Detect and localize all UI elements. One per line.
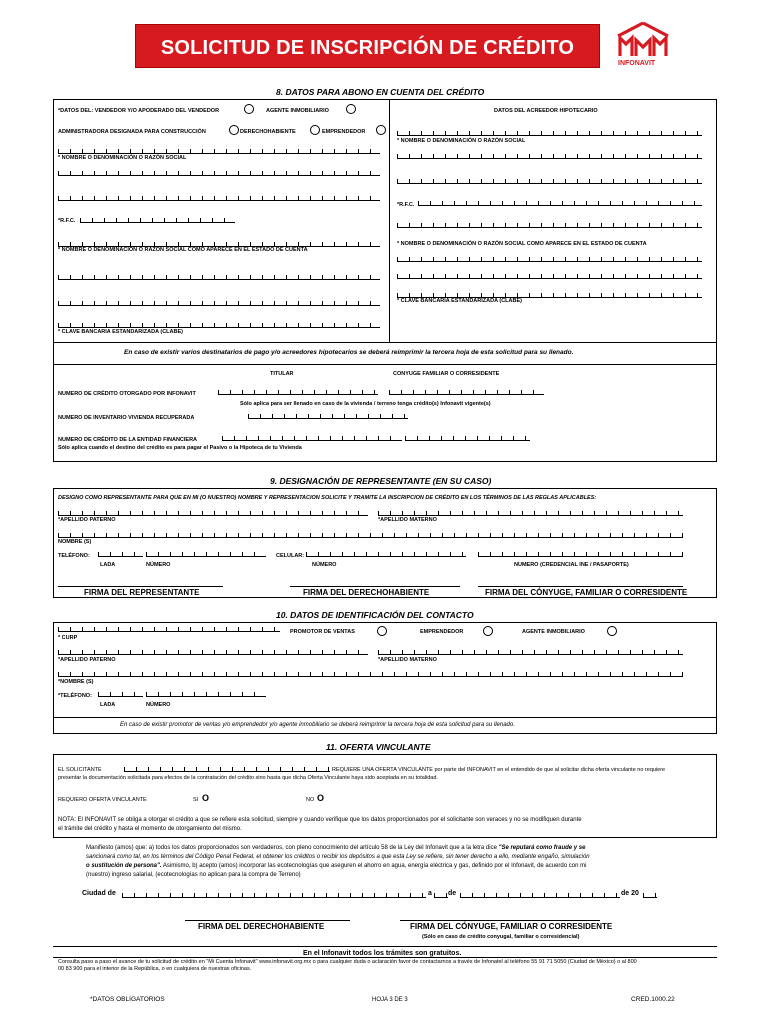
firma-der-line[interactable] — [290, 586, 460, 587]
logo-text: INFONAVIT — [618, 60, 656, 67]
c-nombre-line[interactable] — [58, 671, 683, 677]
derechohabiente-radio[interactable] — [310, 125, 320, 135]
nota1-text: NOTA: El INFONAVIT se obliga a otorgar el crédito a que se refiere esta solicitud, siempre y cuando verifique que los datos proporcionados por el solicitante son veraces y no se modifiquen durante — [58, 817, 582, 823]
agente-radio[interactable] — [346, 104, 356, 114]
acreedor-clabe-label: * CLAVE BANCARIA ESTANDARIZADA (CLABE) — [397, 298, 522, 304]
acreedor-nombre-estado-label: * NOMBRE O DENOMINACIÓN O RAZÓN SOCIAL COMO APARECE EN EL ESTADO DE CUENTA — [397, 241, 647, 247]
emprendedor-label: EMPRENDEDOR — [322, 129, 366, 135]
rep-nombre-label: NOMBRE (S) — [58, 539, 92, 545]
c-paterno-label: *APELLIDO PATERNO — [58, 657, 116, 663]
rep-lada-line[interactable] — [98, 551, 143, 557]
requiero-label: REQUIERO OFERTA VINCULANTE — [58, 797, 147, 803]
agente-label: AGENTE INMOBILIARIO — [266, 108, 329, 114]
section-8-hline-2 — [53, 364, 717, 365]
num-entidad-titular[interactable] — [222, 435, 402, 441]
datos-obligatorios: *DATOS OBLIGATORIOS — [90, 996, 165, 1003]
firma-der-final-line[interactable] — [185, 920, 350, 921]
anio-line[interactable] — [643, 892, 657, 898]
nombre-estado-label: * NOMBRE O DENOMINACIÓN O RAZÓN SOCIAL COMO APARECE EN EL ESTADO DE CUENTA — [58, 247, 308, 253]
rep-materno-label: *APELLIDO MATERNO — [378, 517, 437, 523]
infonavit-logo — [612, 20, 674, 66]
datos-del-label: *DATOS DEL: VENDEDOR Y/O APODERADO DEL VENDEDOR — [58, 108, 220, 114]
c-numero-line[interactable] — [146, 691, 266, 697]
consulta-line-2: 00 83 900 para el interior de la República, o en cualquiera de nuestras oficinas. — [58, 966, 252, 972]
solo-aplica-2: Sólo aplica cuando el destino del crédito es para pagar el Pasivo o la Hipoteca de tu Vivienda — [58, 445, 302, 451]
nombre-line-2[interactable] — [58, 170, 380, 176]
nombre-line-3[interactable] — [58, 195, 380, 201]
designo-text: DESIGNO COMO REPRESENTANTE PARA QUE EN MI (O NUESTRO) NOMBRE Y REPRESENTACION SOLICITE Y TRAMITE LA INSCRIPCION DE CRÉDITO EN LOS TÉRMINOS DE LAS REGLAS APLICABLES: — [58, 495, 597, 501]
a-label: a — [428, 890, 432, 897]
acreedor-title: DATOS DEL ACREEDOR HIPOTECARIO — [494, 108, 598, 114]
mes-line[interactable] — [460, 892, 620, 898]
rep-credencial-label: NUMERO (CREDENCIAL INE / PASAPORTE) — [514, 562, 629, 568]
firma-der-final-label: FIRMA DEL DERECHOHABIENTE — [198, 922, 325, 931]
rep-celular-label: CELULAR: — [276, 553, 305, 559]
requiere-text: REQUIERE UNA OFERTA VINCULANTE por parte del INFONAVIT en el entendido de que al solicitar dicha oferta vinculante no requiere — [332, 767, 666, 773]
titular-label: TITULAR — [270, 371, 294, 377]
hoja-label: HOJA 3 DE 3 — [372, 997, 408, 1003]
section-9-heading: 9. DESIGNACIÓN DE REPRESENTANTE (EN SU CASO) — [270, 476, 492, 486]
rep-numero2-label: NÚMERO — [312, 562, 337, 568]
manifiesto-l4: (nuestro) ingreso salarial, (ecotecnologías no aplican para la compra de Terreno) — [86, 872, 301, 878]
section-10-heading: 10. DATOS DE IDENTIFICACIÓN DEL CONTACTO — [276, 610, 474, 620]
c-materno-label: *APELLIDO MATERNO — [378, 657, 437, 663]
acreedor-nombre-line-1[interactable] — [397, 130, 702, 136]
el-solicitante-line[interactable] — [124, 766, 330, 772]
nombre-estado-line-3[interactable] — [58, 300, 380, 306]
rfc-label: *R.F.C. — [58, 218, 76, 224]
section-8-hline-1 — [53, 342, 717, 343]
presentar-text: presentar la documentación solicitada para efectos de la contratación del crédito sino hasta que dicha Oferta Vinculante haya sido aceptada en su totalidad. — [58, 775, 438, 781]
si-label: SI — [193, 797, 199, 803]
num-credito-titular[interactable] — [218, 389, 378, 395]
administradora-label: ADMINISTRADORA DESIGNADA PARA CONSTRUCCIÓN — [58, 129, 206, 135]
clabe-line[interactable] — [58, 322, 380, 328]
solo-caso-label: (Sólo en caso de crédito conyugal, familiar o corresidencial) — [422, 934, 580, 940]
manifiesto-l2: sancionará como tal, en los términos del Código Penal Federal, el obtener los créditos o recibir los depósitos a que esta Ley se refiere, sin tener derecho a ello, mediante engaño, simulación — [86, 854, 590, 860]
num-credito-label: NUMERO DE CRÉDITO OTORGADO POR INFONAVIT — [58, 391, 196, 397]
rep-telefono-label: TELÉFONO: — [58, 553, 90, 559]
footer-line-2 — [53, 957, 717, 958]
emprendedor10-label: EMPRENDEDOR — [420, 629, 464, 635]
nota-promotor: En caso de existir promotor de ventas y/o emprendedor y/o agente inmobiliario se deberá reimprimir la tercera hoja de esta solicitud para su llenado. — [120, 722, 515, 728]
num-credito-conyuge[interactable] — [389, 389, 544, 395]
num-entidad-conyuge[interactable] — [405, 435, 530, 441]
c-numero-label: NÚMERO — [146, 702, 171, 708]
c-lada-label: LADA — [100, 702, 116, 708]
solo-aplica-1: Sólo aplica para ser llenado en caso de la vivienda / terreno tenga crédito(s) Infonavit vigente(s) — [240, 401, 491, 407]
manifiesto-l3-text: Asimismo, b) acepto (amos) incorporar las ecotecnologías que aseguren el ahorro en agua, energía eléctrica y gas, definido por el Infonavit, de acuerdo con mi — [162, 863, 587, 869]
agente10-radio[interactable] — [607, 626, 617, 636]
section-10-hline — [53, 717, 717, 718]
conyuge-label: CONYUGE FAMILIAR O CORRESIDENTE — [393, 371, 500, 377]
dia-line[interactable] — [434, 892, 448, 898]
footer-line — [53, 946, 717, 947]
manifiesto-l3-quote: o sustitución de persona". — [86, 863, 162, 869]
c-nombre-label: *NOMBRE (S) — [58, 679, 94, 685]
acreedor-rfc-line-2[interactable] — [397, 222, 702, 228]
gratuitos-text: En el Infonavit todos los trámites son gratuitos. — [303, 950, 462, 957]
agente10-label: AGENTE INMOBILIARIO — [522, 629, 585, 635]
c-paterno-line[interactable] — [58, 649, 368, 655]
firma-con-line[interactable] — [478, 586, 683, 587]
administradora-radio[interactable] — [229, 125, 239, 135]
firma-con-final-label: FIRMA DEL CÓNYUGE, FAMILIAR O CORRESIDENTE — [410, 922, 613, 931]
rep-materno-line[interactable] — [378, 510, 683, 516]
nombre-label: * NOMBRE O DENOMINACIÓN O RAZÓN SOCIAL — [58, 155, 187, 161]
rep-nombre-line[interactable] — [58, 532, 683, 538]
manifiesto-l1 — [86, 845, 585, 851]
ciudad-line[interactable] — [122, 892, 426, 898]
firma-con-label: FIRMA DEL CÓNYUGE, FAMILIAR O CORRESIDENTE — [485, 588, 688, 597]
rep-celular-line[interactable] — [306, 551, 466, 557]
curp-line[interactable] — [58, 626, 280, 632]
de-label: de — [448, 890, 457, 897]
c-lada-line[interactable] — [98, 691, 143, 697]
curp-label: * CURP — [58, 635, 78, 641]
section-8-divider — [389, 99, 390, 342]
rep-numero-label: NÚMERO — [146, 562, 171, 568]
emprendedor-radio[interactable] — [376, 125, 386, 135]
acreedor-nombre-label: * NOMBRE O DENOMINACIÓN O RAZÓN SOCIAL — [397, 138, 526, 144]
acreedor-nombre-estado-line-2[interactable] — [397, 273, 702, 279]
emprendedor10-radio[interactable] — [483, 626, 493, 636]
derechohabiente-label: DERECHOHABIENTE — [240, 129, 296, 135]
acreedor-rfc-label: *R.F.C. — [397, 202, 415, 208]
acreedor-nombre-estado-line-1[interactable] — [397, 256, 702, 262]
c-materno-line[interactable] — [378, 649, 683, 655]
de20-label: de 20 — [621, 890, 639, 897]
clabe-label: * CLAVE BANCARIA ESTANDARIZADA (CLABE) — [58, 329, 183, 335]
si-option[interactable]: O — [202, 793, 210, 803]
nota2-text: el trámite del crédito y hasta el momento de otorgamiento del mismo. — [58, 826, 242, 832]
promotor-label: PROMOTOR DE VENTAS — [290, 629, 355, 635]
manifiesto-l3 — [86, 863, 586, 869]
section-11-heading: 11. OFERTA VINCULANTE — [326, 742, 431, 752]
manifiesto-l1-quote: "Se reputará como fraude y se — [498, 845, 586, 851]
title-bar — [135, 24, 600, 68]
nombre-line-1[interactable] — [58, 148, 380, 154]
num-inventario-label: NUMERO DE INVENTARIO VIVIENDA RECUPERADA — [58, 415, 195, 421]
infonavit-house-icon — [612, 20, 674, 60]
el-solicitante-label: EL SOLICITANTE — [58, 767, 102, 773]
c-telefono-label: *TELÉFONO: — [58, 693, 92, 699]
num-inventario-line[interactable] — [248, 413, 408, 419]
promotor-radio[interactable] — [377, 626, 387, 636]
firma-con-final-line[interactable] — [400, 920, 600, 921]
clave-formato: CRED.1000.22 — [631, 996, 675, 1003]
rfc-line[interactable] — [80, 217, 235, 223]
consulta-line-1: Consulta paso a paso el avance de tu solicitud de crédito en "Mi Cuenta Infonavit" www.infonavit.org.mx o para cualquier duda o aclaración favor de contactarnos a través de Infonatel al teléfono 55 91 71 5050 (Ciudad de México) o al 800 — [58, 959, 637, 965]
rep-paterno-label: *APELLIDO PATERNO — [58, 517, 116, 523]
no-label: NO — [306, 797, 315, 803]
rep-credencial-line[interactable] — [478, 551, 683, 557]
ciudad-label: Ciudad de — [82, 890, 116, 897]
rep-paterno-line[interactable] — [58, 510, 368, 516]
num-entidad-label: NUMERO DE CRÉDITO DE LA ENTIDAD FINANCIERA — [58, 437, 198, 443]
firma-rep-line[interactable] — [58, 586, 223, 587]
page-title: SOLICITUD DE INSCRIPCIÓN DE CRÉDITO — [160, 37, 575, 59]
acreedor-nombre-line-2[interactable] — [397, 153, 702, 159]
firma-der-label: FIRMA DEL DERECHOHABIENTE — [303, 588, 430, 597]
nombre-estado-line-2[interactable] — [58, 274, 380, 280]
section-8-heading: 8. DATOS PARA ABONO EN CUENTA DEL CRÉDITO — [276, 87, 485, 97]
section-9-box — [53, 488, 717, 598]
vendedor-radio[interactable] — [244, 104, 254, 114]
firma-rep-label: FIRMA DEL REPRESENTANTE — [84, 588, 200, 597]
rep-numero-line[interactable] — [146, 551, 266, 557]
no-option[interactable]: O — [317, 793, 325, 803]
acreedor-rfc-line[interactable] — [418, 200, 702, 206]
acreedor-nombre-line-3[interactable] — [397, 178, 702, 184]
manifiesto-l1-text: Manifiesto (amos) que: a) todos los datos proporcionados son verdaderos, con pleno conocimiento del artículo 58 de la Ley del Infonavit que a la letra dice — [86, 845, 497, 851]
nota-varios: En caso de existir varios destinatarios de pago y/o acreedores hipotecarios se deberá reimprimir la tercera hoja de esta solicitud para su llenado. — [124, 349, 574, 356]
rep-lada-label: LADA — [100, 562, 116, 568]
